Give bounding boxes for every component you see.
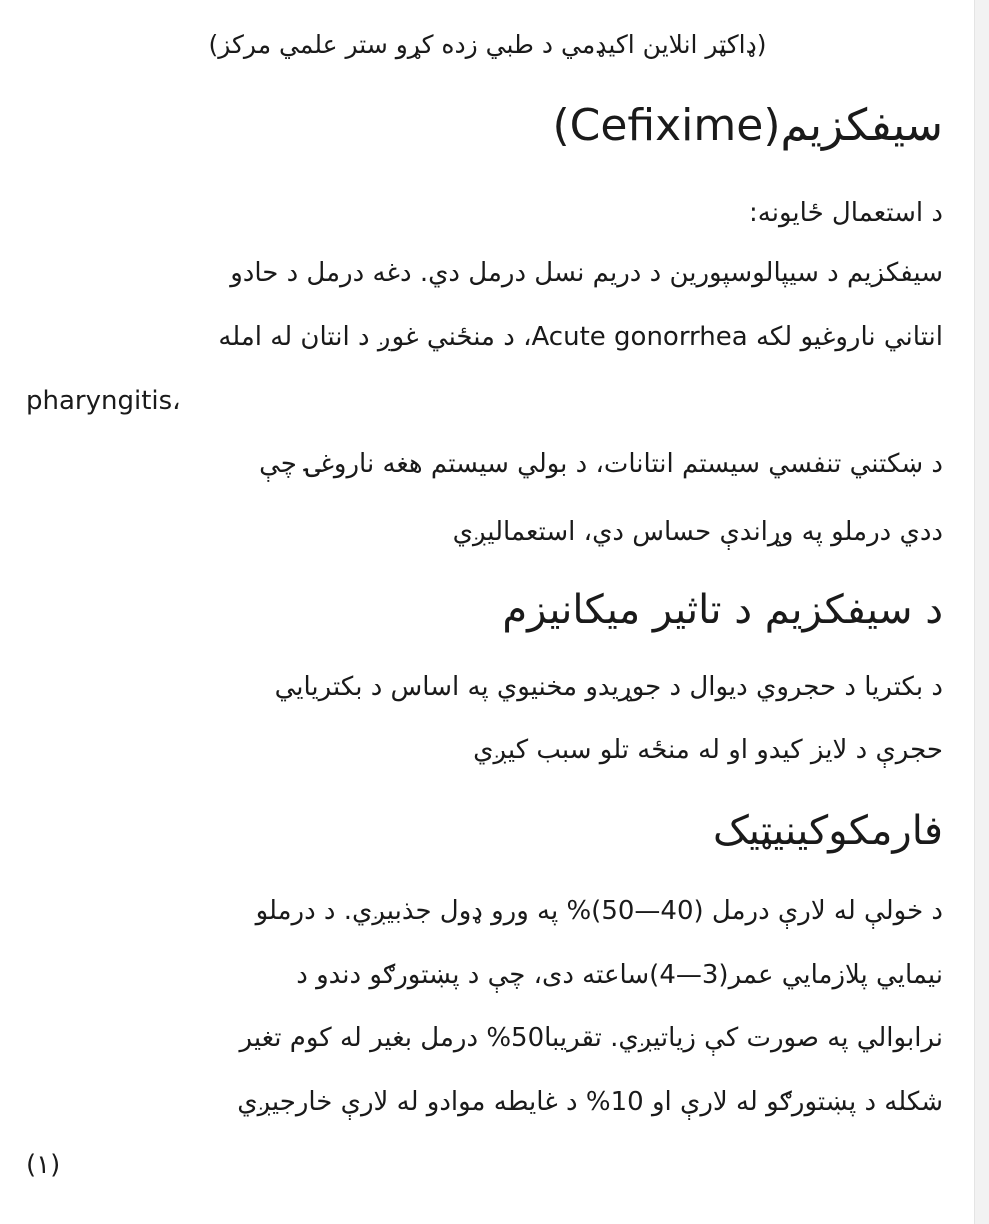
- right-edge-strip: [974, 0, 989, 1224]
- academy-header: (ډاکټر انلاین اکیډمي د طبي زده کړو ستر علمي مرکز): [208, 30, 767, 59]
- page-number: (۱): [26, 1150, 61, 1180]
- indications-line: د ښکتني تنفسي سیستم انتانات، د بولي سیستم هغه ناروغۍ چې: [259, 449, 943, 479]
- pharmacokinetics-line: شکله د پښتورګو له لارې او 10% د غایطه موادو له لارې خارجیږي: [237, 1087, 943, 1117]
- indications-label: د استعمال ځایونه:: [749, 198, 943, 228]
- indications-line: انتاني ناروغیو لکه Acute gonorrhea، د منځني غوږ د انتان له امله: [218, 322, 943, 352]
- indications-line: سیفکزیم د سیپالوسپورین د دریم نسل درمل دي. دغه درمل د حادو: [230, 258, 943, 288]
- document-title: سیفکزیم(Cefixime): [552, 100, 943, 151]
- pharmacokinetics-line: نیمایي پلازمایي عمر(3—4)ساعته دی، چې د پښتورګو دندو د: [296, 960, 943, 990]
- pharmacokinetics-line: نرابوالي په صورت کې زیاتیږي. تقریبا50% درمل بغیر له کوم تغیر: [239, 1023, 943, 1053]
- indications-line: ددي درملو په وړاندې حساس دي، استعمالیږي: [452, 517, 943, 547]
- pharmacokinetics-heading: فارمکوکینیټیک: [713, 808, 943, 854]
- mechanism-line: د بکتریا د حجروي دیوال د جوړیدو مخنیوي په اساس د بکتریایي: [274, 672, 943, 702]
- mechanism-line: حجرې د لایز کیدو او له منځه تلو سبب کیږي: [473, 735, 943, 765]
- mechanism-heading: د سیفکزیم د تاثیر میکانیزم: [502, 587, 943, 633]
- indications-line: pharyngitis،: [26, 386, 181, 416]
- pharmacokinetics-line: د خولې له لارې درمل (40—50)% په ورو ډول جذبیږي. د درملو: [255, 896, 943, 926]
